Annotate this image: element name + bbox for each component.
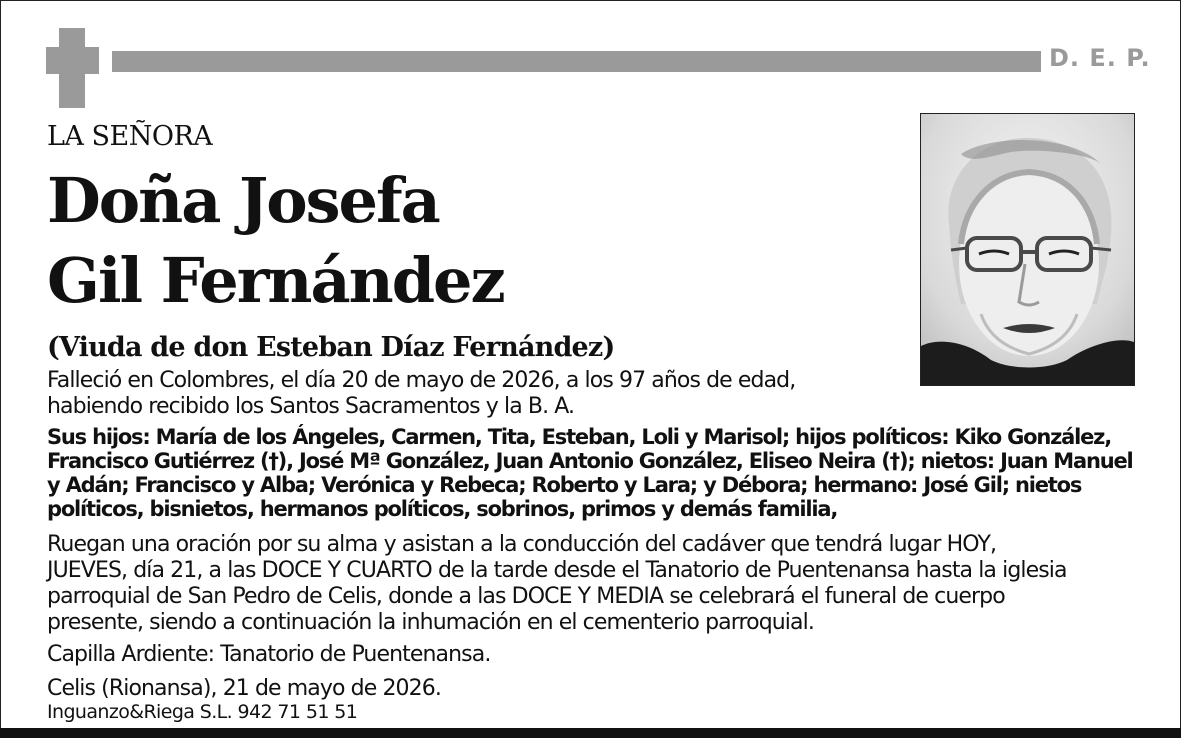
place-date-line: Celis (Rionansa), 21 de mayo de 2026. [47,676,441,701]
ceremony-line: presente, siendo a continuación la inhumación en el cementerio parroquial. [47,610,814,635]
family-line: políticos, bisnietos, hermanos políticos, sobrinos, primos y demás familia, [47,497,838,521]
chapel-line: Capilla Ardiente: Tanatorio de Puentenansa. [47,642,491,667]
death-notice [47,368,795,420]
cross-horizontal-bar [46,47,99,74]
deceased-name-line1: Doña Josefa [47,164,439,237]
dep-label: D. E. P. [1049,44,1151,72]
death-notice-line: habiendo recibido los Santos Sacramentos y la B. A. [47,394,575,419]
portrait-image [921,114,1134,385]
title-prefix: LA SEÑORA [47,121,213,152]
ceremony-line: JUEVES, día 21, a las DOCE Y CUARTO de la tarde desde el Tanatorio de Puentenansa hasta la iglesia [47,558,1067,583]
family-line: Francisco Gutiérrez (†), José Mª González, Juan Antonio González, Eliseo Neira (†); nietos: Juan Manuel [47,449,1133,473]
bottom-border [0,728,1181,738]
deceased-name-line2: Gil Fernández [47,244,504,317]
header-rule [112,51,1041,72]
funeral-home-line: Inguanzo&Riega S.L. 942 71 51 51 [47,701,358,723]
family-line: y Adán; Francisco y Alba; Verónica y Rebeca; Roberto y Lara; y Débora; hermano: José Gil; nietos [47,473,1082,497]
ceremony-line: parroquial de San Pedro de Celis, donde a las DOCE Y MEDIA se celebrará el funeral de cuerpo [47,584,1005,609]
ceremony-line: Ruegan una oración por su alma y asistan a la conducción del cadáver que tendrá lugar HOY, [47,532,997,557]
portrait-photo [920,113,1135,386]
family-line: Sus hijos: María de los Ángeles, Carmen, Tita, Esteban, Loli y Marisol; hijos políticos: Kiko González, [47,425,1111,449]
ceremony-details [47,532,1067,636]
family-list [47,425,1133,521]
widow-of-line: (Viuda de don Esteban Díaz Fernández) [47,332,615,363]
death-notice-line: Falleció en Colombres, el día 20 de mayo de 2026, a los 97 años de edad, [47,368,796,393]
